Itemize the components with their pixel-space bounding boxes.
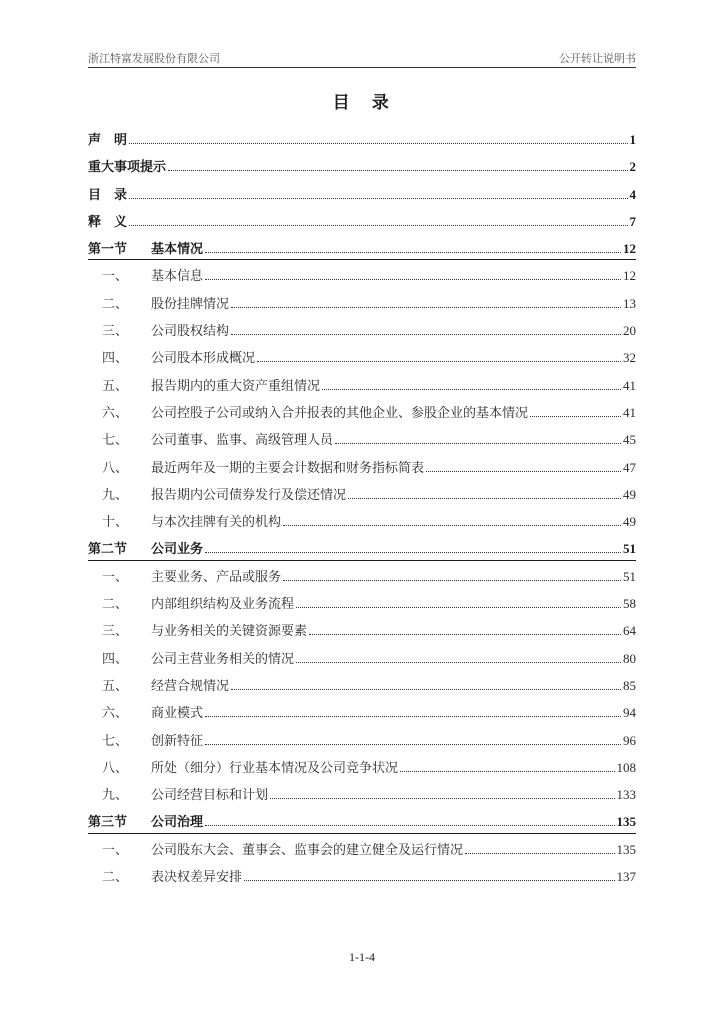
dot-leader <box>530 416 621 417</box>
toc-entry[interactable] <box>88 315 636 342</box>
toc-item-number: 八、 <box>102 760 129 776</box>
dot-leader <box>205 744 621 745</box>
toc-page-number: 45 <box>623 432 636 448</box>
toc-entry[interactable] <box>88 588 636 615</box>
dot-leader <box>231 307 621 308</box>
dot-leader <box>257 361 621 362</box>
toc-page-number: 96 <box>623 732 636 748</box>
toc-item-number: 九、 <box>102 788 129 804</box>
dot-leader <box>465 853 614 854</box>
dot-leader <box>335 443 621 444</box>
toc-entry[interactable] <box>88 725 636 752</box>
dot-leader <box>205 252 621 253</box>
toc-entry[interactable] <box>88 806 636 833</box>
toc-entry-title: 内部组织结构及业务流程 <box>151 597 295 613</box>
page-number: 1-1-4 <box>349 950 375 964</box>
header-document-name: 公开转让说明书 <box>559 52 636 65</box>
toc-section-number: 第二节 <box>88 542 128 558</box>
toc-entry-title: 重大事项提示 <box>88 160 167 176</box>
toc-item-number: 四、 <box>102 351 129 367</box>
toc-entry[interactable] <box>88 643 636 670</box>
toc-entry-title: 创新特征 <box>151 733 204 749</box>
toc-entry[interactable] <box>88 397 636 424</box>
toc-item-number: 二、 <box>102 870 129 886</box>
dot-leader <box>426 471 621 472</box>
toc-item-number: 六、 <box>102 405 129 421</box>
toc-entry-title: 股份挂牌情况 <box>151 296 230 312</box>
toc-section-number: 第三节 <box>88 815 128 831</box>
toc-page-number: 108 <box>616 759 636 775</box>
toc-item-number: 七、 <box>102 733 129 749</box>
toc-page-number: 41 <box>623 377 636 393</box>
dot-leader <box>244 880 614 881</box>
dot-leader <box>129 198 627 199</box>
toc-entry-title: 最近两年及一期的主要会计数据和财务指标简表 <box>151 460 425 476</box>
toc-entry[interactable] <box>88 124 636 151</box>
header-rule <box>88 67 636 68</box>
toc-item-number: 五、 <box>102 678 129 694</box>
toc-entry-title: 公司治理 <box>151 815 204 831</box>
toc-page-number: 58 <box>623 596 636 612</box>
dot-leader <box>231 689 621 690</box>
toc-entry[interactable] <box>88 206 636 233</box>
toc-entry[interactable] <box>88 342 636 369</box>
toc-item-number: 四、 <box>102 651 129 667</box>
toc-entry-title: 商业模式 <box>151 706 204 722</box>
toc-item-number: 三、 <box>102 324 129 340</box>
toc-entry-title: 声 明 <box>88 133 128 148</box>
toc-item-number: 一、 <box>102 842 129 858</box>
toc-entry-title: 公司主营业务相关的情况 <box>151 651 295 667</box>
toc-entry[interactable] <box>88 779 636 806</box>
toc-page-number: 137 <box>616 869 636 885</box>
dot-leader <box>309 634 621 635</box>
dot-leader <box>296 607 621 608</box>
toc-entry[interactable] <box>88 615 636 642</box>
toc-entry[interactable] <box>88 533 636 560</box>
toc-page-number: 12 <box>623 241 636 257</box>
toc-page-number: 51 <box>623 568 636 584</box>
toc-entry[interactable] <box>88 260 636 287</box>
toc-entry[interactable] <box>88 697 636 724</box>
toc-page-number: 133 <box>616 787 636 803</box>
toc-item-number: 十、 <box>102 515 129 531</box>
dot-leader <box>205 552 621 553</box>
toc-page-number: 80 <box>623 650 636 666</box>
toc-entry-title: 公司经营目标和计划 <box>151 788 269 804</box>
toc-page-number: 47 <box>623 459 636 475</box>
toc-item-number: 七、 <box>102 433 129 449</box>
toc-item-number: 三、 <box>102 624 129 640</box>
toc-entry[interactable] <box>88 506 636 533</box>
toc-entry[interactable] <box>88 233 636 260</box>
toc-entry[interactable] <box>88 861 636 888</box>
toc-page-number: 64 <box>623 623 636 639</box>
toc-page-number: 12 <box>623 268 636 284</box>
toc-entry-title: 基本信息 <box>151 269 204 285</box>
toc-entry[interactable] <box>88 834 636 861</box>
toc-page-number: 135 <box>616 841 636 857</box>
toc-page-number: 13 <box>623 295 636 311</box>
toc-page-number: 94 <box>623 705 636 721</box>
toc-page-number: 49 <box>623 486 636 502</box>
toc-entry-title: 主要业务、产品或服务 <box>151 569 282 585</box>
toc-page-number: 7 <box>629 213 636 229</box>
toc-entry-title: 报告期内的重大资产重组情况 <box>151 378 321 394</box>
toc-entry-title: 基本情况 <box>151 242 204 258</box>
toc-item-number: 九、 <box>102 487 129 503</box>
dot-leader <box>205 825 614 826</box>
toc-entry-title: 公司董事、监事、高级管理人员 <box>151 433 334 449</box>
toc-item-number: 一、 <box>102 569 129 585</box>
dot-leader <box>205 716 621 717</box>
toc-item-number: 八、 <box>102 460 129 476</box>
toc-entry-title: 所处（细分）行业基本情况及公司竞争状况 <box>151 760 399 776</box>
toc-entry[interactable] <box>88 561 636 588</box>
dot-leader <box>296 662 621 663</box>
toc-item-number: 二、 <box>102 597 129 613</box>
toc-entry-title: 公司股东大会、董事会、监事会的建立健全及运行情况 <box>151 842 464 858</box>
toc-entry-title: 公司业务 <box>151 542 204 558</box>
toc-entry-title: 释 义 <box>88 214 128 230</box>
toc-page-number: 41 <box>623 404 636 420</box>
dot-leader <box>270 798 614 799</box>
toc-entry[interactable] <box>88 424 636 451</box>
toc-page-number: 20 <box>623 323 636 339</box>
toc-entry-title: 目 录 <box>88 187 128 203</box>
toc-entry[interactable] <box>88 151 636 178</box>
toc-page-number: 49 <box>623 514 636 530</box>
toc-entry-title: 与业务相关的关键资源要素 <box>151 624 308 640</box>
toc-entry-title: 与本次挂牌有关的机构 <box>151 515 282 531</box>
dot-leader <box>322 389 621 390</box>
toc-entry-title: 报告期内公司债券发行及偿还情况 <box>151 487 347 503</box>
toc-page-number: 32 <box>623 350 636 366</box>
toc-page-number: 51 <box>623 541 636 557</box>
toc-item-number: 六、 <box>102 706 129 722</box>
toc-page-number: 85 <box>623 677 636 693</box>
toc-entry[interactable] <box>88 452 636 479</box>
toc-page-number: 135 <box>616 814 636 830</box>
toc-entry-title: 公司控股子公司或纳入合并报表的其他企业、参股企业的基本情况 <box>151 405 529 421</box>
toc-page-number: 2 <box>629 159 636 175</box>
dot-leader <box>205 279 621 280</box>
toc-entry[interactable] <box>88 370 636 397</box>
dot-leader <box>231 334 621 335</box>
toc-item-number: 二、 <box>102 296 129 312</box>
toc-entry[interactable] <box>88 752 636 779</box>
dot-leader <box>283 525 621 526</box>
dot-leader <box>400 771 614 772</box>
toc-entry[interactable] <box>88 479 636 506</box>
dot-leader <box>348 498 621 499</box>
header-company: 浙江特富发展股份有限公司 <box>88 52 220 65</box>
toc-entry-title: 经营合规情况 <box>151 678 230 694</box>
toc-entry[interactable] <box>88 670 636 697</box>
dot-leader <box>129 225 627 226</box>
toc-section-number: 第一节 <box>88 242 128 258</box>
page-title: 目 录 <box>332 93 392 113</box>
toc-entry-title: 表决权差异安排 <box>151 870 243 886</box>
dot-leader <box>283 580 621 581</box>
toc-entry-title: 公司股本形成概况 <box>151 351 256 367</box>
dot-leader <box>129 143 627 144</box>
toc-page-number: 1 <box>629 132 636 147</box>
toc-entry[interactable] <box>88 288 636 315</box>
toc-item-number: 一、 <box>102 269 129 285</box>
dot-leader <box>168 170 627 171</box>
toc-entry-title: 公司股权结构 <box>151 324 230 340</box>
table-of-contents <box>88 124 636 888</box>
toc-entry[interactable] <box>88 179 636 206</box>
toc-item-number: 五、 <box>102 378 129 394</box>
toc-page-number: 4 <box>629 186 636 202</box>
